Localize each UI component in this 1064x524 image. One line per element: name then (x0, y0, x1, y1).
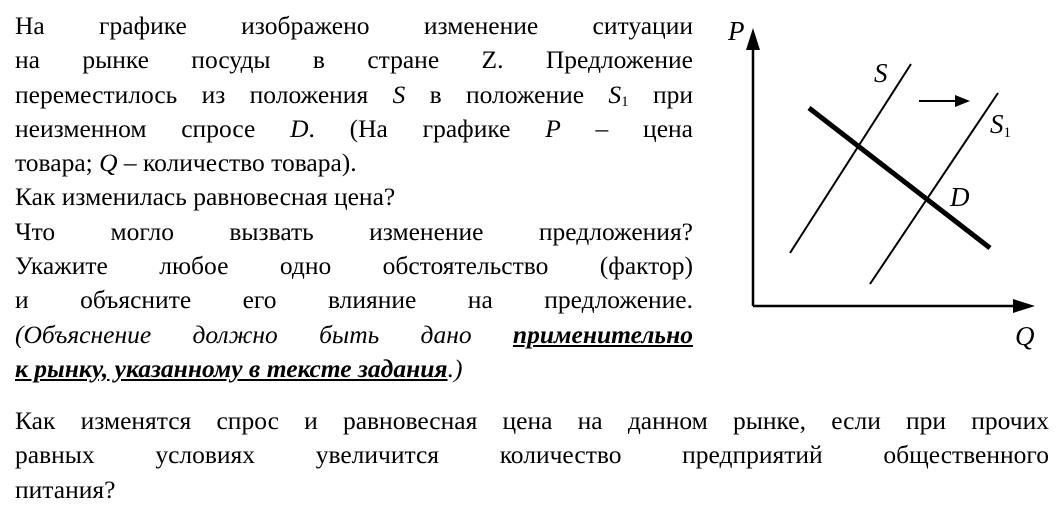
supply-line-s (790, 64, 911, 253)
text-line-9: и объясните его влияние на предложение. (15, 285, 693, 315)
demand-line-d (809, 108, 990, 248)
final-line-2: равных условиях увеличится количество предприятий общественного (15, 440, 1049, 470)
axis-label-p: P (728, 16, 745, 46)
supply-line-s1 (870, 93, 998, 284)
shift-arrow-head (955, 95, 970, 107)
final-line-1: Как изменятся спрос и равновесная цена на данном рынке, если при прочих (15, 406, 1049, 435)
text-line-3: переместилось из положения S в положение $S_1$ при (15, 79, 694, 110)
final-line-3: питания? (15, 474, 116, 504)
axis-label-q: Q (1015, 321, 1035, 351)
final-question (15, 403, 1049, 506)
text-line-11: к рынку, указанному в тексте задания.) (15, 353, 463, 383)
label-s: S (874, 58, 888, 88)
text-line-1: На графике изображено изменение ситуации (15, 11, 693, 40)
label-d: D (950, 182, 970, 212)
question-price: Как изменилась равновесная цена? (15, 182, 396, 212)
supply-demand-graph (700, 10, 1055, 355)
text-line-8: Укажите любое одно обстоятельство (фактор) (15, 251, 693, 281)
label-s1: S1 (990, 109, 1011, 141)
question-cause: Что могло вызвать изменение предложения? (15, 216, 693, 246)
text-line-4: неизменном спросе D. (На графике P – цена (15, 113, 693, 143)
x-axis-arrow (1013, 299, 1035, 313)
y-axis-arrow (746, 28, 760, 50)
text-line-10: (Объяснение должно быть дано применительно (15, 319, 693, 349)
text-line-2: на рынке посуды в стране Z. Предложение (15, 45, 693, 75)
task-text (15, 9, 693, 386)
text-line-5: товара; Q – количество товара). (15, 148, 357, 178)
